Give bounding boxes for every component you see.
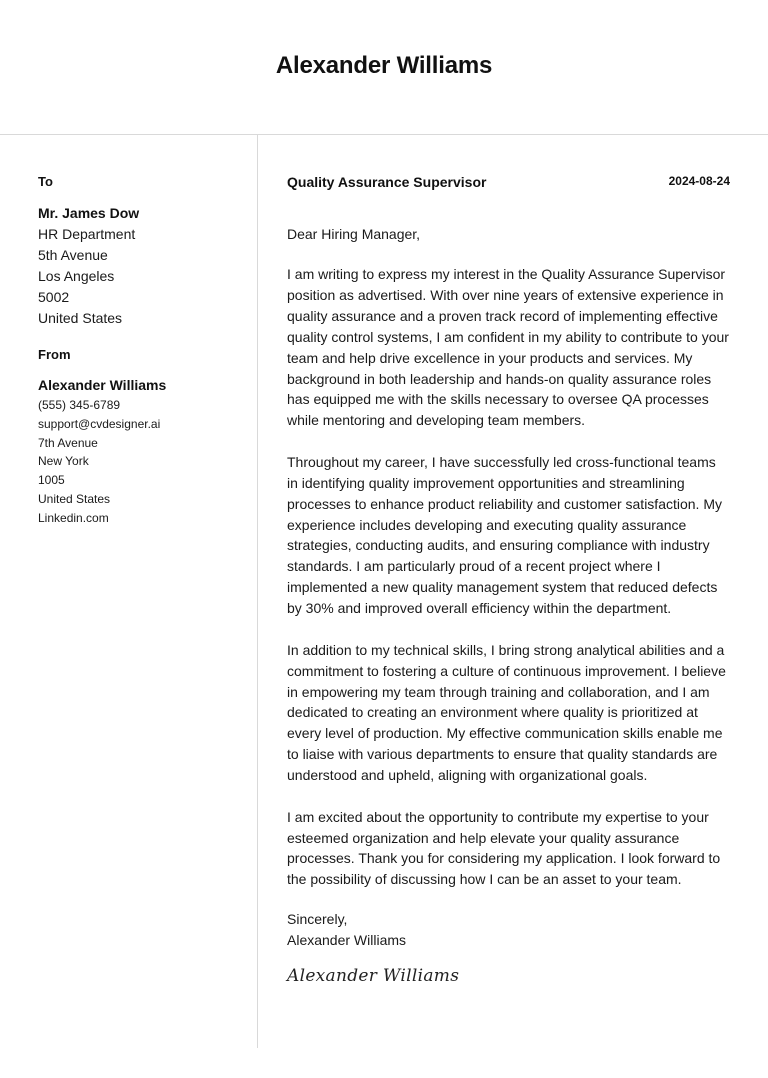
sender-block	[38, 375, 243, 528]
sender-name: Alexander Williams	[38, 377, 167, 393]
letter-header	[0, 0, 768, 135]
letter-date: 2024-08-24	[668, 174, 730, 188]
closing-block	[287, 909, 406, 951]
sender-email: support@cvdesigner.ai	[38, 416, 161, 431]
recipient-name: Mr. James Dow	[38, 205, 140, 221]
paragraph-4: I am excited about the opportunity to contribute my expertise to your esteemed organization and help elevate your quality assurance processes. Thank you for considering my application. I look forward to the possibility of discussing how I can be an asset to your team.	[287, 808, 721, 888]
handwritten-signature: Alexander Williams	[287, 966, 460, 986]
sender-phone: (555) 345-6789	[38, 398, 121, 412]
sender-postal-code: 1005	[38, 473, 65, 488]
greeting: Dear Hiring Manager,	[287, 226, 421, 242]
sender-city: New York	[38, 454, 89, 469]
letter-body	[287, 174, 730, 986]
recipient-department: HR Department	[38, 226, 136, 242]
letter-meta-row	[287, 174, 730, 194]
recipient-street: 5th Avenue	[38, 247, 108, 263]
recipient-city: Los Angeles	[38, 268, 115, 284]
closing-name: Alexander Williams	[287, 932, 407, 948]
sender-street: 7th Avenue	[38, 435, 98, 450]
recipient-block	[38, 203, 243, 329]
sender-linkedin: Linkedin.com	[38, 510, 109, 525]
recipient-country: United States	[38, 310, 123, 326]
recipient-postal-code: 5002	[38, 289, 70, 305]
paragraph-3: In addition to my technical skills, I bring strong analytical abilities and a commitment to fostering a culture of continuous improvement. I believe in empowering my team through training and collaboration, and I am dedicated to creating an environment where quality is prioritized at every level of production. My effective communication skills enable me to liaise with various departments to ensure that quality standards are understood and upheld, aligning with organizational goals.	[287, 641, 726, 784]
column-divider	[257, 134, 258, 1048]
paragraph-2: Throughout my career, I have successfully led cross-functional teams in identifying quality improvement opportunities and streamlining processes to enhance product reliability and customer satisfaction. My experience includes developing and executing quality assurance strategies, conducting audits, and ensuring compliance with industry standards. I am particularly proud of a recent project where I implemented a new quality management system that reduced defects by 30% and improved overall efficiency within the department.	[287, 453, 722, 617]
paragraph-1: I am writing to express my interest in the Quality Assurance Supervisor position as advertised. With over nine years of extensive experience in quality assurance and a proven track record of implementing effective quality control systems, I am confident in my ability to contribute to your team and help drive excellence in your products and services. My background in both leadership and hands-on quality assurance roles has equipped me with the skills necessary to oversee QA processes while mentoring and developing team members.	[287, 266, 729, 429]
applicant-name: Alexander Williams	[275, 52, 493, 79]
from-heading: From	[38, 347, 71, 362]
letter-paragraphs	[287, 264, 730, 911]
job-title: Quality Assurance Supervisor	[287, 174, 487, 190]
closing-salutation: Sincerely,	[287, 911, 348, 927]
sender-country: United States	[38, 491, 111, 506]
to-heading: To	[38, 174, 53, 189]
